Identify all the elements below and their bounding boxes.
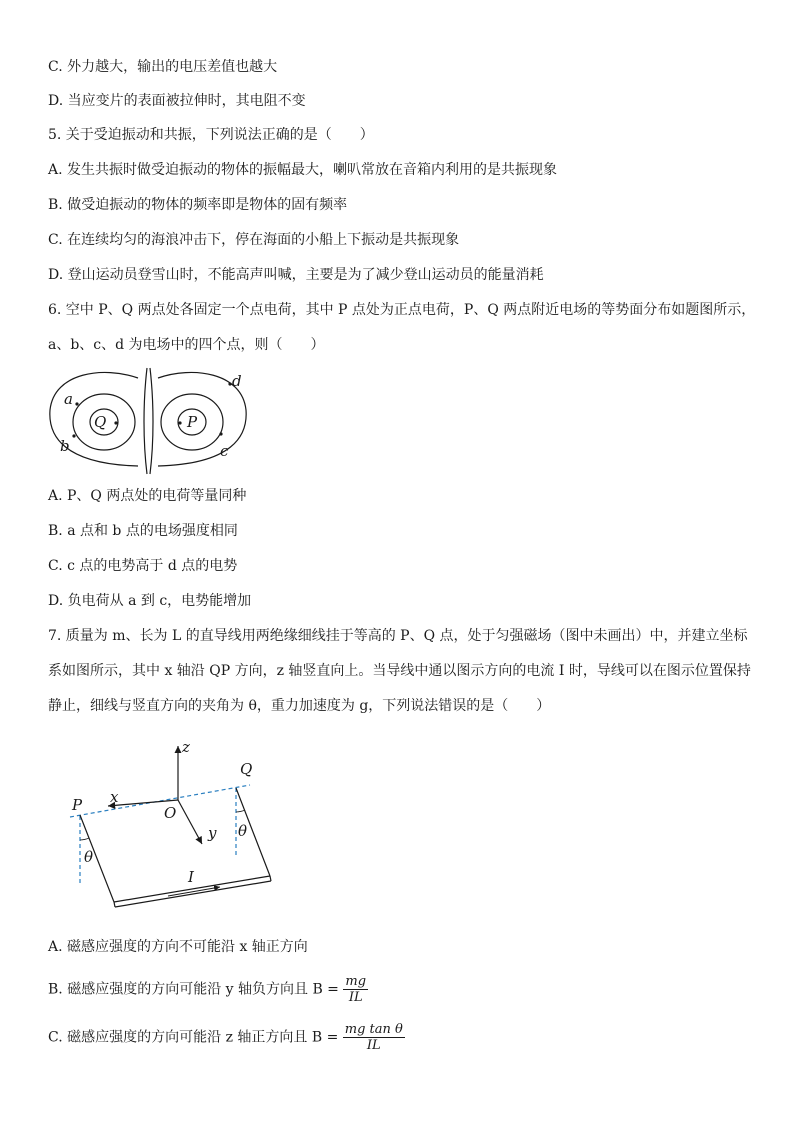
point-c-dot bbox=[219, 432, 222, 435]
label-c: c bbox=[220, 442, 229, 460]
q7-option-c-denominator: IL bbox=[366, 1038, 381, 1053]
middle-equipotential-left bbox=[144, 368, 147, 474]
q5-option-d: D. 登山运动员登雪山时，不能高声叫喊，主要是为了减少登山运动员的能量消耗 bbox=[48, 267, 544, 283]
q6-stem-line2: a、b、c、d 为电场中的四个点，则（ ） bbox=[48, 337, 325, 353]
label-a: a bbox=[64, 390, 73, 408]
label-q: Q bbox=[240, 760, 253, 778]
label-q: Q bbox=[94, 413, 107, 431]
label-x: x bbox=[110, 788, 119, 806]
q4-option-d: D. 当应变片的表面被拉伸时，其电阻不变 bbox=[48, 93, 306, 109]
label-o: O bbox=[164, 804, 177, 822]
q4-option-c: C. 外力越大，输出的电压差值也越大 bbox=[48, 59, 278, 75]
q6-stem-line1: 6. 空中 P、Q 两点处各固定一个点电荷，其中 P 点处为正点电荷，P、Q 两点附近电场的等势面分布如题图所示， bbox=[48, 302, 756, 318]
q7-option-b-text: B. 磁感应强度的方向可能沿 y 轴负方向且 B = bbox=[48, 981, 339, 998]
q5-option-b: B. 做受迫振动的物体的频率即是物体的固有频率 bbox=[48, 197, 348, 213]
point-a-dot bbox=[75, 402, 78, 405]
equipotential-figure bbox=[44, 366, 264, 478]
q7-option-c bbox=[48, 1022, 405, 1053]
q-charge-dot bbox=[114, 421, 117, 424]
middle-equipotential-right bbox=[150, 368, 153, 474]
q7-option-c-fraction bbox=[343, 1022, 405, 1053]
q6-option-b: B. a 点和 b 点的电场强度相同 bbox=[48, 523, 238, 539]
q7-stem-line1: 7. 质量为 m、长为 L 的直导线用两绝缘细线挂于等高的 P、Q 点，处于匀强磁场（图中未画出）中，并建立坐标 bbox=[48, 628, 748, 644]
q7-option-b-numerator: mg bbox=[345, 974, 367, 989]
q5-option-c: C. 在连续均匀的海浪冲击下，停在海面的小船上下振动是共振现象 bbox=[48, 232, 460, 248]
q6-option-a: A. P、Q 两点处的电荷等量同种 bbox=[48, 488, 247, 504]
label-p: P bbox=[187, 413, 198, 431]
label-p: P bbox=[72, 796, 83, 814]
q7-stem-line2: 系如图所示，其中 x 轴沿 QP 方向，z 轴竖直向上。当导线中通以图示方向的电流 I 时，导线可以在图示位置保持 bbox=[48, 663, 751, 679]
p-charge-dot bbox=[178, 421, 181, 424]
q5-option-a: A. 发生共振时做受迫振动的物体的振幅最大，喇叭常放在音箱内利用的是共振现象 bbox=[48, 162, 558, 178]
wire-coordinate-figure bbox=[60, 736, 280, 916]
q6-option-c: C. c 点的电势高于 d 点的电势 bbox=[48, 558, 238, 574]
label-y: y bbox=[208, 824, 217, 842]
label-z: z bbox=[182, 738, 190, 756]
q7-option-b-fraction bbox=[343, 974, 368, 1005]
label-b: b bbox=[60, 437, 70, 455]
label-theta-q: θ bbox=[238, 822, 248, 840]
y-axis-arrow bbox=[178, 800, 202, 844]
q7-stem-line3: 静止，细线与竖直方向的夹角为 θ，重力加速度为 g，下列说法错误的是（ ） bbox=[48, 698, 551, 714]
label-theta-p: θ bbox=[84, 848, 94, 866]
q7-option-a: A. 磁感应强度的方向不可能沿 x 轴正方向 bbox=[48, 939, 308, 955]
label-current: I bbox=[188, 868, 194, 886]
q7-option-b bbox=[48, 974, 368, 1005]
q7-option-c-text: C. 磁感应强度的方向可能沿 z 轴正方向且 B = bbox=[48, 1029, 339, 1046]
label-d: d bbox=[232, 372, 242, 390]
q6-option-d: D. 负电荷从 a 到 c，电势能增加 bbox=[48, 593, 252, 609]
q5-stem: 5. 关于受迫振动和共振，下列说法正确的是（ ） bbox=[48, 127, 374, 143]
q7-option-b-denominator: IL bbox=[348, 990, 363, 1005]
q7-option-c-numerator: mg tan θ bbox=[344, 1022, 403, 1037]
point-b-dot bbox=[72, 434, 75, 437]
